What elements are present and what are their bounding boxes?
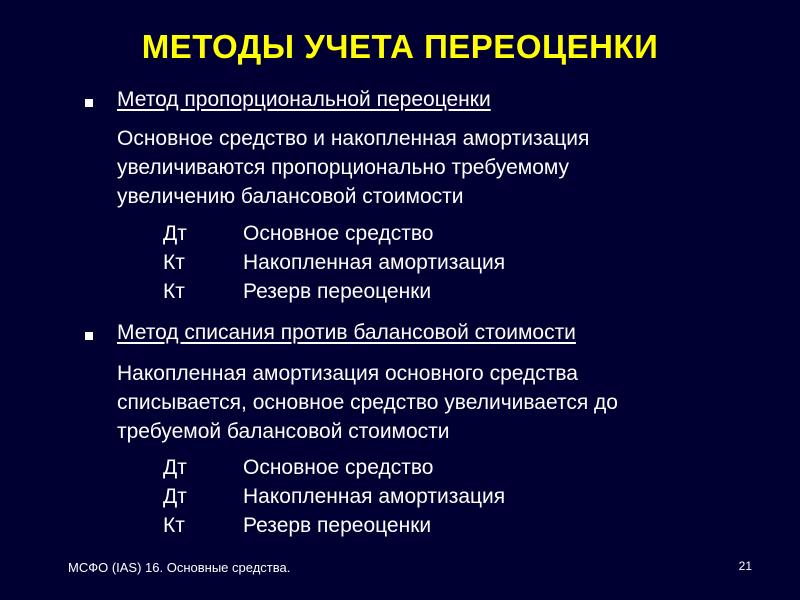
entry-account: Резерв переоценки (243, 514, 432, 537)
entry-code: Дт (163, 222, 187, 245)
journal-entry (163, 482, 505, 511)
entry-account: Накопленная амортизация (243, 485, 506, 508)
journal-entry (163, 248, 505, 277)
journal-entry (163, 219, 505, 248)
entry-account: Основное средство (243, 222, 434, 245)
description-line: увеличиваются пропорционально требуемому (117, 156, 570, 179)
description-line: списывается, основное средство увеличивается до (117, 391, 618, 414)
method-description (117, 359, 737, 446)
entry-account: Резерв переоценки (243, 280, 432, 303)
journal-entries (163, 219, 505, 306)
slide-footer: МСФО (IAS) 16. Основные средства. (68, 560, 291, 575)
description-line: требуемой балансовой стоимости (117, 420, 450, 443)
bullet-square-icon (85, 99, 93, 107)
bullet-square-icon (85, 332, 93, 340)
description-line: увеличению балансовой стоимости (117, 185, 464, 208)
method-heading: Метод пропорциональной переоценки (117, 88, 491, 111)
journal-entries (163, 453, 505, 540)
method-heading: Метод списания против балансовой стоимости (117, 321, 576, 344)
entry-code: Кт (163, 280, 185, 303)
entry-account: Накопленная амортизация (243, 251, 506, 274)
slide-title: МЕТОДЫ УЧЕТА ПЕРЕОЦЕНКИ (141, 28, 659, 65)
entry-code: Кт (163, 514, 185, 537)
entry-code: Кт (163, 251, 185, 274)
page-number: 21 (738, 559, 752, 573)
journal-entry (163, 453, 505, 482)
description-line: Накопленная амортизация основного средства (117, 362, 578, 385)
description-line: Основное средство и накопленная амортизация (117, 127, 590, 150)
method-description (117, 124, 737, 211)
journal-entry (163, 277, 505, 306)
entry-account: Основное средство (243, 456, 434, 479)
entry-code: Дт (163, 485, 187, 508)
journal-entry (163, 511, 505, 540)
entry-code: Дт (163, 456, 187, 479)
